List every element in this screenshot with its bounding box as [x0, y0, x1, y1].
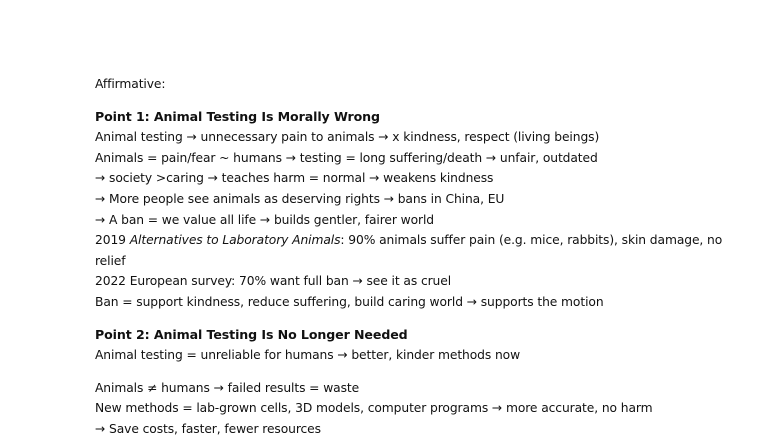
- point-1-line-4: → More people see animals as deserving rights → bans in China, EU: [95, 191, 505, 206]
- point-1-line-1: Animal testing → unnecessary pain to animals → x kindness, respect (living beings): [95, 130, 600, 145]
- point-1-conclusion: Ban = support kindness, reduce suffering, build caring world → supports the motion: [95, 294, 604, 309]
- point-1-study-citation: [95, 230, 735, 271]
- document-body: [95, 74, 735, 440]
- study-finding: : 90% animals suffer pain (e.g. mice, rabbits), skin damage, no relief: [95, 233, 723, 268]
- point-2-line-3: → Save costs, faster, fewer resources: [95, 421, 321, 436]
- point-2-line-2: New methods = lab-grown cells, 3D models, computer programs → more accurate, no harm: [95, 401, 653, 416]
- affirmative-label: Affirmative:: [95, 77, 166, 91]
- point-2-heading: Point 2: Animal Testing Is No Longer Needed: [95, 326, 408, 342]
- study-journal-title: Alternatives to Laboratory Animals: [129, 233, 341, 248]
- point-1-line-5: → A ban = we value all life → builds gentler, fairer world: [95, 212, 434, 227]
- point-1-survey: 2022 European survey: 70% want full ban → see it as cruel: [95, 274, 452, 289]
- point-1-line-3: → society >caring → teaches harm = normal → weakens kindness: [95, 171, 494, 186]
- study-year: 2019: [95, 233, 130, 248]
- point-2-line-1: Animals ≠ humans → failed results = waste: [95, 380, 360, 395]
- point-2-intro: Animal testing = unreliable for humans → better, kinder methods now: [95, 348, 521, 363]
- point-1-heading: Point 1: Animal Testing Is Morally Wrong: [95, 108, 380, 124]
- point-1-line-2: Animals = pain/fear ~ humans → testing = long suffering/death → unfair, outdated: [95, 150, 598, 165]
